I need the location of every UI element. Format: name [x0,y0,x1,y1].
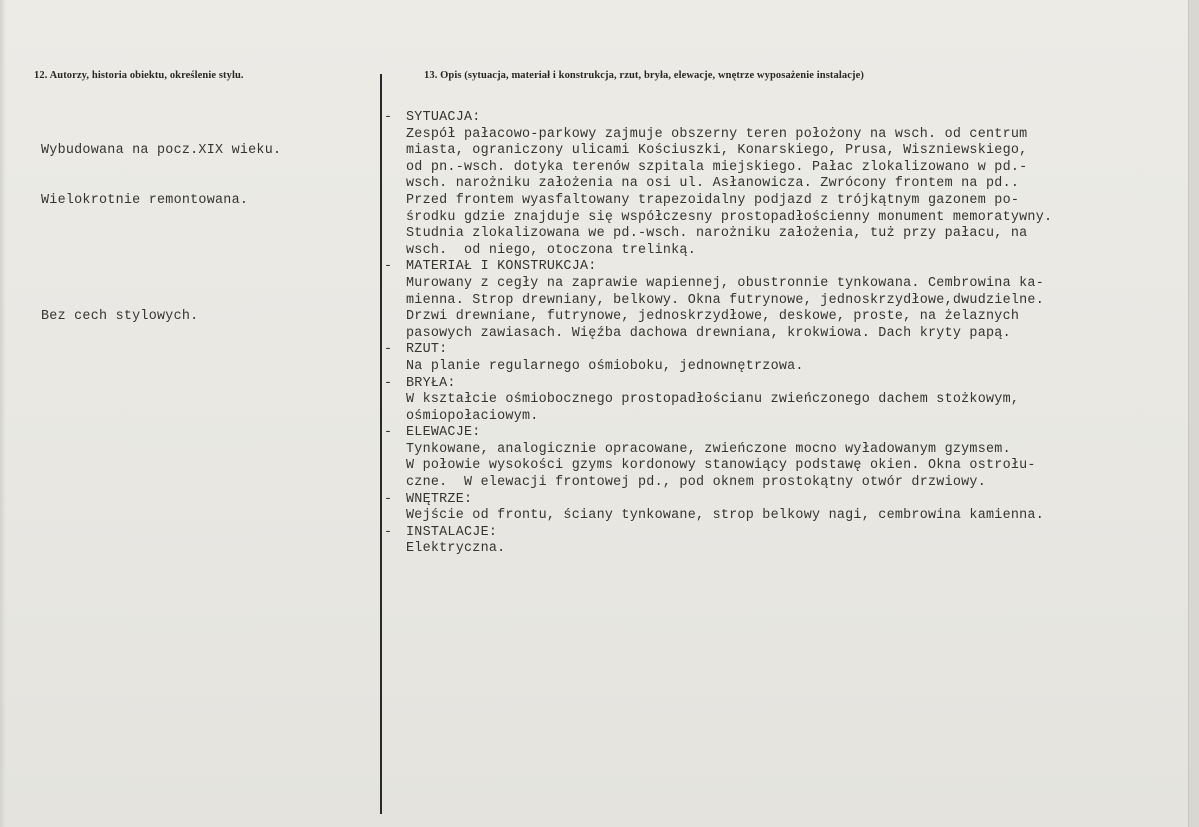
description-line: wsch. narożniku założenia na osi ul. Asłanowicza. Zwrócony frontem na pd.. [406,176,1020,192]
description-line: Wejście od frontu, ściany tynkowane, strop belkowy nagi, cembrowina kamienna. [406,508,1044,524]
spacer [41,243,281,276]
bullet-dash: - [384,425,393,441]
section-13-heading: 13. Opis (sytuacja, materiał i konstrukcja, rzut, bryła, elewacje, wnętrze wyposażenie instalacje) [424,70,864,81]
description-line: Studnia zlokalizowana we pd.-wsch. narożniku założenia, tuż przy pałacu, na [406,226,1028,242]
section-title [384,376,1052,393]
page-edge-shadow [0,0,6,827]
description-line: wsch. od niego, otoczona trelinką. [406,242,696,258]
section-title-text: BRYŁA: [406,375,456,391]
section-title-text: RZUT: [406,342,448,358]
description-line: W połowie wysokości gzyms kordonowy stanowiący podstawę okien. Okna ostrołu- [406,458,1036,474]
description-line: Elektryczna. [406,541,506,557]
description-line: czne. W elewacji frontowej pd., pod oknem prostokątny otwór drzwiowy. [406,475,986,491]
section-title [384,342,1052,359]
section-title-text: WNĘTRZE: [406,491,473,507]
description-line: W kształcie ośmiobocznego prostopadłościanu zwieńczonego dachem stożkowym, [406,392,1020,408]
description-line: pasowych zawiasach. Więźba dachowa drewniana, krokwiowa. Dach kryty papą. [406,325,1011,341]
description-line: ośmiopołaciowym. [406,408,539,424]
page-right-edge [1188,0,1199,827]
section-title [384,525,1052,542]
description-line: środku gdzie znajduje się współczesny prostopadłościenny monument memoratywny. [406,209,1053,225]
section-title [384,110,1052,127]
bullet-dash: - [384,524,393,540]
bullet-dash: - [384,259,393,275]
description-line: Przed frontem wyasfaltowany trapezoidalny podjazd z trójkątnym gazonem po- [406,192,1020,208]
section-title [384,425,1052,442]
bullet-dash: - [384,375,393,391]
bullet-dash: - [384,342,393,358]
description-line: Zespół pałacowo-parkowy zajmuje obszerny teren położony na wsch. od centrum [406,126,1028,142]
description-line: od pn.-wsch. dotyka terenów szpitala miejskiego. Pałac zlokalizowano w pd.- [406,159,1028,175]
style-line: Bez cech stylowych. [41,308,199,324]
description-line: mienna. Strop drewniany, belkowy. Okna futrynowe, jednoskrzydłowe,dwudzielne. [406,292,1044,308]
section-12-heading: 12. Autorzy, historia obiektu, określenie stylu. [34,70,244,81]
description-text [384,110,1052,558]
authors-history-style-text [41,110,281,359]
column-divider [380,74,382,814]
description-line: Drzwi drewniane, futrynowe, jednoskrzydłowe, deskowe, proste, na żelaznych [406,309,1020,325]
history-line: Wielokrotnie remontowana. [41,192,249,208]
description-line: Na planie regularnego ośmioboku, jednownętrzowa. [406,358,804,374]
description-line: Tynkowane, analogicznie opracowane, zwieńczone mocno wyładowanym gzymsem. [406,441,1011,457]
section-title [384,259,1052,276]
bullet-dash: - [384,110,393,125]
section-title-text: MATERIAŁ I KONSTRUKCJA: [406,259,597,275]
section-title-text: ELEWACJE: [406,425,481,441]
description-line: Murowany z cegły na zaprawie wapiennej, obustronnie tynkowana. Cembrowina ka- [406,275,1044,291]
bullet-dash: - [384,491,393,507]
section-title-text: INSTALACJE: [406,524,498,540]
description-line: miasta, ograniczony ulicami Kościuszki, Konarskiego, Prusa, Wiszniewskiego, [406,143,1028,159]
section-title-text: SYTUACJA: [406,110,481,125]
section-title [384,492,1052,509]
history-line: Wybudowana na pocz.XIX wieku. [41,143,282,159]
